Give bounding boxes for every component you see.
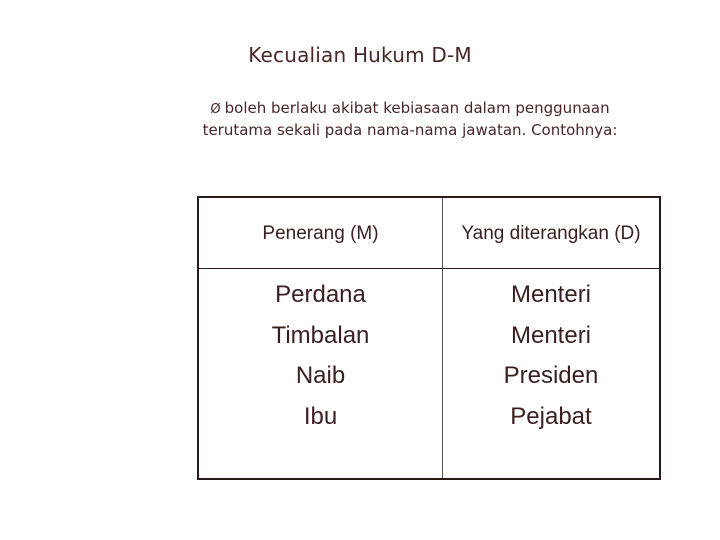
table-row: [199, 269, 659, 479]
bullet-text: [150, 98, 670, 141]
diterangkan-word: Pejabat: [510, 402, 592, 430]
diterangkan-word: Menteri: [510, 321, 592, 349]
penerang-word: Perdana: [275, 281, 366, 308]
diterangkan-word: Menteri: [510, 281, 592, 308]
bullet-line-2: terutama sekali pada nama-nama jawatan. Contohnya:: [202, 121, 618, 139]
bullet-line-1: boleh berlaku akibat kebiasaan dalam penggunaan: [224, 99, 610, 117]
header-penerang: Penerang (M): [199, 198, 443, 269]
diterangkan-word: Presiden: [503, 362, 599, 389]
header-diterangkan: Yang diterangkan (D): [443, 198, 660, 269]
page-title: Kecualian Hukum D-M: [248, 43, 472, 67]
table-header-row: [199, 198, 659, 269]
diterangkan-cell: [443, 269, 660, 479]
example-table: [197, 196, 661, 480]
penerang-cell: [199, 269, 443, 479]
penerang-word: Naib: [295, 362, 346, 389]
arrow-bullet-icon: Ø: [210, 102, 221, 117]
penerang-word: Ibu: [303, 402, 338, 430]
penerang-word: Timbalan: [271, 321, 370, 349]
